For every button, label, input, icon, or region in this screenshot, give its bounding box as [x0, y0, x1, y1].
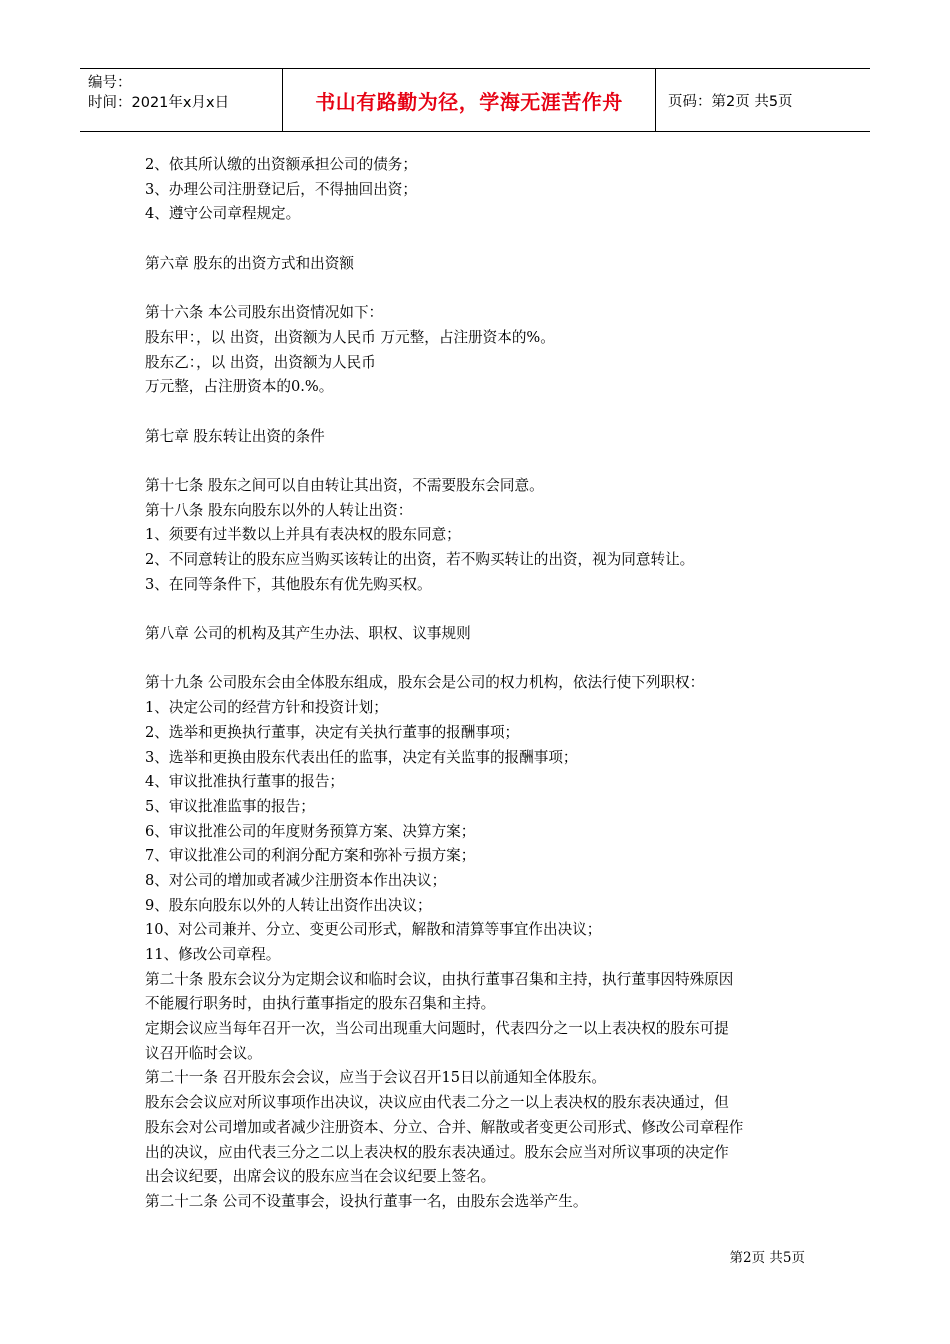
text-line: 第六章 股东的出资方式和出资额 [145, 254, 354, 272]
text-line: 2、选举和更换执行董事，决定有关执行董事的报酬事项； [145, 723, 520, 741]
text-line: 4、审议批准执行董事的报告； [145, 773, 345, 791]
text-line: 2、依其所认缴的出资额承担公司的债务； [145, 156, 417, 173]
page-footer: 第2页 共5页 [729, 1250, 805, 1266]
text-line: 11、修改公司章程。 [145, 946, 281, 963]
text-line: 万元整，占注册资本的0.%。 [145, 378, 334, 396]
header-motto: 书山有路勤为径，学海无涯苦作舟 [282, 69, 656, 131]
blank-line [145, 647, 810, 672]
text-line: 不能履行职务时，由执行董事指定的股东召集和主持。 [145, 995, 496, 1013]
blank-line [145, 449, 810, 474]
text-line: 第二十条 股东会议分为定期会议和临时会议，由执行董事召集和主持，执行董事因特殊原因 [145, 970, 734, 988]
text-line: 1、须要有过半数以上并具有表决权的股东同意； [145, 526, 461, 544]
blank-line [145, 227, 810, 252]
text-line: 出的决议，应由代表三分之二以上表决权的股东表决通过。股东会应当对所议事项的决定作 [145, 1143, 729, 1161]
document-number-label: 编号： [88, 75, 132, 91]
text-line: 第二十二条 公司不设董事会，设执行董事一名，由股东会选举产生。 [145, 1192, 588, 1210]
document-time-label: 时间：2021年x月x日 [88, 95, 230, 111]
text-line: 8、对公司的增加或者减少注册资本作出决议； [145, 871, 447, 889]
text-line: 3、办理公司注册登记后，不得抽回出资； [145, 180, 417, 198]
text-line: 股东会对公司增加或者减少注册资本、分立、合并、解散或者变更公司形式、修改公司章程作 [145, 1118, 744, 1136]
text-line: 定期会议应当每年召开一次，当公司出现重大问题时，代表四分之一以上表决权的股东可提 [145, 1020, 729, 1038]
text-line: 10、对公司兼并、分立、变更公司形式，解散和清算等事宜作出决议； [145, 921, 602, 939]
header-meta [80, 69, 282, 131]
text-line: 3、选举和更换由股东代表出任的监事，决定有关监事的报酬事项； [145, 748, 578, 766]
text-line: 第十八条 股东向股东以外的人转让出资： [145, 501, 413, 519]
text-line: 第十九条 公司股东会由全体股东组成，股东会是公司的权力机构，依法行使下列职权： [145, 674, 705, 692]
text-line: 2、不同意转让的股东应当购买该转让的出资，若不购买转让的出资，视为同意转让。 [145, 551, 695, 568]
text-line: 7、审议批准公司的利润分配方案和弥补亏损方案； [145, 847, 476, 865]
text-line: 第八章 公司的机构及其产生办法、职权、议事规则 [145, 625, 471, 643]
blank-line [145, 400, 810, 425]
text-line: 4、遵守公司章程规定。 [145, 205, 301, 223]
text-line: 第十六条 本公司股东出资情况如下： [145, 304, 384, 322]
text-line: 3、在同等条件下，其他股东有优先购买权。 [145, 575, 432, 593]
text-line: 出会议纪要，出席会议的股东应当在会议纪要上签名。 [145, 1168, 496, 1186]
text-line: 议召开临时会议。 [145, 1044, 262, 1062]
blank-line [145, 276, 810, 301]
text-line: 第七章 股东转让出资的条件 [145, 427, 325, 445]
text-line: 第二十一条 召开股东会会议，应当于会议召开15日以前通知全体股东。 [145, 1069, 607, 1087]
text-line: 股东会会议应对所议事项作出决议，决议应由代表二分之一以上表决权的股东表决通过，但 [145, 1094, 729, 1112]
text-line: 第十七条 股东之间可以自由转让其出资，不需要股东会同意。 [145, 476, 544, 494]
page-header [80, 68, 870, 132]
text-line: 6、审议批准公司的年度财务预算方案、决算方案； [145, 822, 476, 840]
text-line: 股东甲：，以 出资，出资额为人民币 万元整，占注册资本的%。 [145, 328, 555, 346]
blank-line [145, 597, 810, 622]
text-line: 1、决定公司的经营方针和投资计划； [145, 699, 388, 717]
text-line: 9、股东向股东以外的人转让出资作出决议； [145, 896, 432, 914]
text-line: 股东乙：，以 出资，出资额为人民币 [145, 353, 376, 371]
header-page-number: 页码：第2页 共5页 [668, 93, 793, 110]
text-line: 5、审议批准监事的报告； [145, 797, 315, 815]
document-body [145, 153, 810, 1215]
